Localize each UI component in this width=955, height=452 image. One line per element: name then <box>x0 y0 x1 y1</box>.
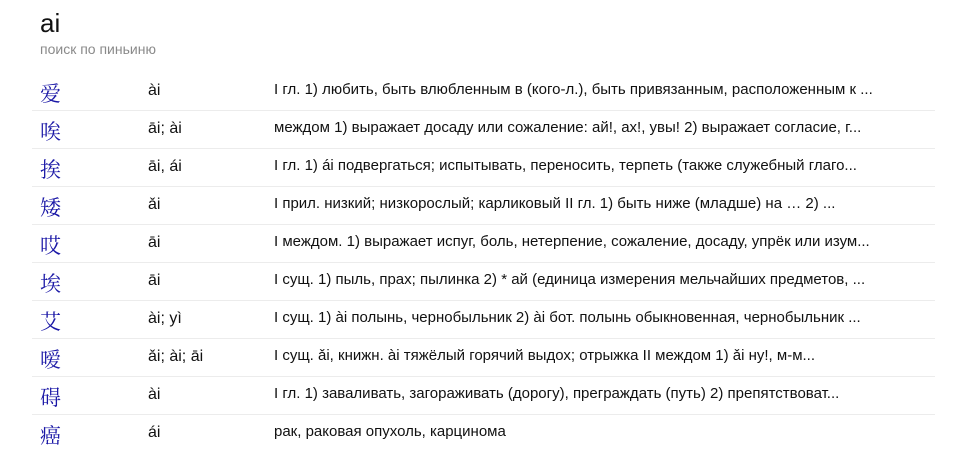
result-row[interactable] <box>32 301 935 339</box>
result-definition: I междом. 1) выражает испуг, боль, нетерпение, сожаление, досаду, упрёк или изум... <box>274 233 870 250</box>
result-definition: I сущ. 1) ài полынь, чернобыльник 2) ài бот. полынь обыкновенная, чернобыльник ... <box>274 309 861 326</box>
result-definition: I прил. низкий; низкорослый; карликовый II гл. 1) быть ниже (младше) на … 2) ... <box>274 195 836 212</box>
result-hanzi-link[interactable]: 爱 <box>40 82 61 106</box>
search-header <box>40 8 156 58</box>
result-definition: рак, раковая опухоль, карцинома <box>274 423 506 440</box>
result-row[interactable] <box>32 377 935 415</box>
result-hanzi-link[interactable]: 挨 <box>40 158 61 182</box>
result-pinyin: ái <box>148 424 161 441</box>
result-row[interactable] <box>32 149 935 187</box>
result-pinyin: āi; ài <box>148 120 182 137</box>
results-list <box>32 73 935 452</box>
result-definition: I сущ. 1) пыль, прах; пылинка 2) * ай (единица измерения мельчайших предметов, ... <box>274 271 866 288</box>
result-definition: междом 1) выражает досаду или сожаление: ай!, ах!, увы! 2) выражает согласие, г... <box>274 119 862 136</box>
result-hanzi-link[interactable]: 哎 <box>40 234 61 258</box>
result-definition: I гл. 1) ái подвергаться; испытывать, переносить, терпеть (также служебный глаго... <box>274 157 857 174</box>
result-pinyin: ài; yì <box>148 310 182 327</box>
result-row[interactable] <box>32 225 935 263</box>
result-pinyin: āi, ái <box>148 158 182 175</box>
result-hanzi-link[interactable]: 埃 <box>40 272 61 296</box>
result-hanzi-link[interactable]: 癌 <box>40 424 61 448</box>
result-row[interactable] <box>32 263 935 301</box>
result-row[interactable] <box>32 73 935 111</box>
result-hanzi-link[interactable]: 碍 <box>40 386 61 410</box>
result-pinyin: āi <box>148 234 161 251</box>
result-row[interactable] <box>32 339 935 377</box>
result-hanzi-link[interactable]: 嗳 <box>40 348 61 372</box>
result-definition: I гл. 1) любить, быть влюбленным в (кого-л.), быть привязанным, расположенным к ... <box>274 81 873 98</box>
result-definition: I сущ. ǎi, книжн. ài тяжёлый горячий выдох; отрыжка II междом 1) ǎi ну!, м-м... <box>274 347 816 364</box>
result-pinyin: āi <box>148 272 161 289</box>
result-row[interactable] <box>32 187 935 225</box>
result-definition: I гл. 1) заваливать, загораживать (дорогу), преграждать (путь) 2) препятствоват... <box>274 385 840 402</box>
result-pinyin: ài <box>148 82 161 99</box>
result-hanzi-link[interactable]: 矮 <box>40 196 61 220</box>
result-pinyin: ǎi <box>148 196 161 213</box>
result-pinyin: ài <box>148 386 161 403</box>
search-query-title: ai <box>40 8 61 38</box>
result-row[interactable] <box>32 111 935 149</box>
result-hanzi-link[interactable]: 唉 <box>40 120 61 144</box>
result-pinyin: ǎi; ài; āi <box>148 348 204 365</box>
result-hanzi-link[interactable]: 艾 <box>40 310 61 334</box>
result-row[interactable] <box>32 415 935 452</box>
search-mode-subtitle: поиск по пиньиню <box>40 41 156 57</box>
